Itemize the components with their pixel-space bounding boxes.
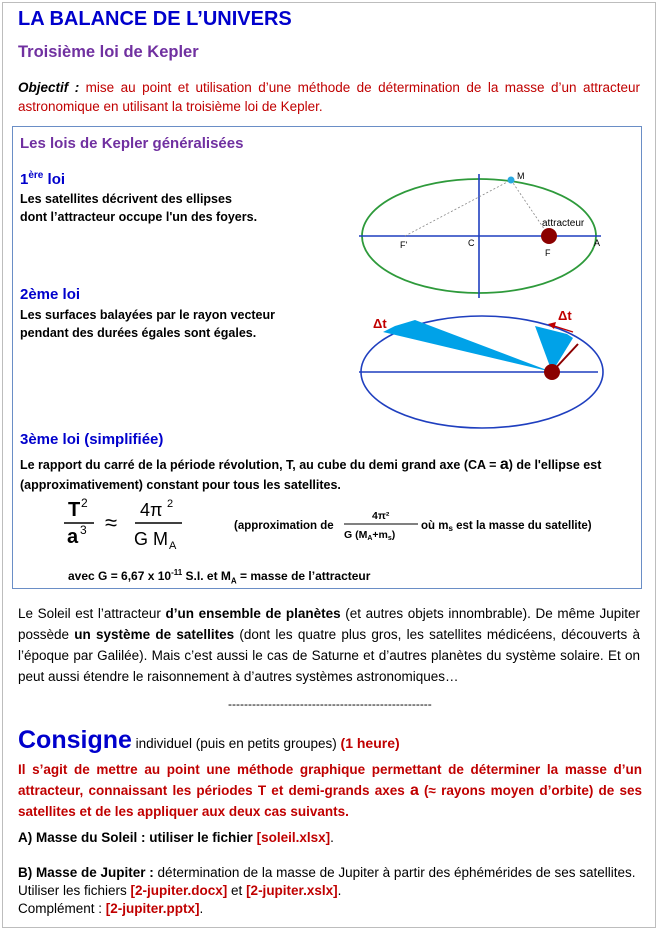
formula-4pi: 4π: [140, 500, 163, 520]
formula-gm: G M: [134, 529, 168, 549]
task-a: Il s’agit de mettre au point une méthode graphique permettant de déterminer la masse d’un attracteur, connaissant les périodes T et demi-grands axes: [18, 762, 642, 798]
formula-a-exp: 3: [80, 523, 87, 537]
approx-suffix: [421, 520, 592, 533]
law1-superscript: ère: [28, 170, 44, 181]
item-b-dot2: .: [199, 901, 204, 916]
label-attracteur: attracteur: [542, 218, 585, 229]
delta-t-right: Δt: [558, 308, 572, 323]
objectif-paragraph: [18, 78, 640, 116]
page-title: LA BALANCE DE L’UNIVERS: [18, 8, 292, 30]
item-b-complement: Complément :: [18, 901, 106, 916]
approx-suffix-a: où m: [421, 520, 449, 532]
law2-title: 2ème loi: [20, 286, 81, 303]
law1-word: loi: [43, 171, 66, 188]
para-p3: (dont les quatre plus gros, les satellites médicéens, découverts à l’époque par Galilée). Mais c’est aussi le cas de Saturne et d’autres planètes du système solaire. Et on peut aussi étendre le raisonnement à d’autres systèmes astronomiques…: [18, 627, 641, 684]
item-b-file2-link[interactable]: [2-jupiter.xslx]: [246, 883, 338, 898]
objectif-label: Objectif :: [18, 80, 80, 95]
attractor-body-2: [544, 364, 560, 380]
approx-den-rest-sub: s: [387, 535, 392, 542]
law1-title: [20, 170, 65, 188]
kepler-box-title: Les lois de Kepler généralisées: [20, 135, 244, 152]
gconst-exp: -11: [171, 568, 183, 577]
gconst-c: = masse de l’attracteur: [236, 569, 371, 583]
approx-den-sub: A: [367, 535, 373, 542]
formula-t: T: [68, 499, 81, 521]
approx-den: [344, 529, 395, 542]
approx-den-close: ): [391, 529, 396, 541]
law3-var-a: a: [499, 456, 509, 473]
label-a: A: [594, 238, 601, 248]
para-p1: Le Soleil est l’attracteur: [18, 606, 166, 621]
law1-line1: Les satellites décrivent des ellipses: [20, 192, 232, 206]
label-fprime: F': [400, 240, 408, 250]
gconst-b: S.I. et M: [182, 569, 231, 583]
approx-num: 4π²: [372, 510, 390, 522]
item-a: [18, 830, 334, 845]
objectif-text: mise au point et utilisation d’une méthode de détermination de la masse d’un attracteur astronomique en utilisant la troisième loi de Kepler.: [18, 80, 640, 114]
law3-text: [20, 455, 640, 495]
item-b-file3-link[interactable]: [2-jupiter.pptx]: [105, 901, 200, 916]
attractor-body: [541, 228, 557, 244]
law1-number: 1: [20, 171, 29, 188]
label-f: F: [545, 248, 551, 258]
consigne-duration: (1 heure): [340, 735, 400, 751]
ellipse-diagram-law1: [355, 168, 615, 300]
item-b-text: détermination de la masse de Jupiter à partir des éphémérides de ses satellites.: [153, 865, 636, 880]
law3-text-a: Le rapport du carré de la période révolution, T, au cube du demi grand axe (CA =: [20, 458, 500, 472]
formula-gm-sub: A: [169, 540, 177, 552]
para-b2: un système de satellites: [74, 627, 235, 642]
gconst-a: avec G = 6,67 x 10: [68, 569, 172, 583]
context-paragraph: [18, 603, 640, 687]
formula-t-exp: 2: [81, 496, 88, 510]
item-b-dot: .: [337, 883, 342, 898]
approx-den-g: G (M: [344, 529, 368, 541]
ellipse-diagram-law2: [355, 306, 615, 436]
label-m: M: [517, 171, 525, 181]
approx-prefix: (approximation de: [234, 520, 334, 532]
item-a-file-link[interactable]: [soleil.xlsx]: [256, 830, 331, 845]
item-b-and: et: [227, 883, 247, 898]
item-b-label: B) Masse de Jupiter :: [18, 865, 154, 880]
law3-text-b: ) de l'ellipse est (approximativement) constant pour tous les satellites.: [20, 458, 602, 492]
approx-suffix-b: est la masse du satellite): [452, 520, 592, 532]
approximation-note: [234, 505, 634, 545]
para-b1: d’un ensemble de planètes: [165, 606, 341, 621]
task-description: [18, 759, 642, 822]
approx-suffix-sub: s: [448, 524, 453, 533]
approx-den-rest: +m: [372, 529, 388, 541]
formula-a: a: [67, 526, 79, 548]
g-constant-line: [68, 568, 370, 585]
item-a-label: A) Masse du Soleil : utiliser le fichier: [18, 830, 257, 845]
item-a-end: .: [330, 830, 334, 845]
satellite-point: [508, 177, 515, 184]
formula-4pi-exp: 2: [167, 498, 174, 510]
item-b-file1-link[interactable]: [2-jupiter.docx]: [130, 883, 228, 898]
consigne-mode: individuel (puis en petits groupes): [131, 736, 341, 751]
delta-t-left: Δt: [373, 316, 387, 331]
item-b-line2: Utiliser les fichiers: [18, 883, 131, 898]
radius-fprime-m: [405, 180, 511, 236]
separator-line: ---------------------------------------------------: [228, 697, 432, 711]
task-var: a: [409, 782, 419, 799]
law1-text: [20, 190, 257, 226]
kepler-formula: [50, 496, 200, 556]
item-b: [18, 864, 642, 918]
law1-line2: dont l’attracteur occupe l'un des foyers.: [20, 210, 258, 224]
task-b: (≈ rayons moyen d’orbite) de ses satellites et de les appliquer aux deux cas suivants.: [18, 783, 642, 819]
law2-text: [20, 306, 275, 342]
law3-title: 3ème loi (simplifiée): [20, 431, 164, 448]
para-p2: (et autres objets innombrable). De même Jupiter possède: [18, 606, 640, 642]
swept-area-left: [383, 320, 552, 372]
gconst-sub: A: [230, 576, 237, 586]
law2-line2: pendant des durées égales sont égales.: [20, 326, 257, 340]
law2-line1: Les surfaces balayées par le rayon vecteur: [20, 308, 276, 322]
page-subtitle: Troisième loi de Kepler: [18, 43, 199, 61]
consigne-title: Consigne: [18, 726, 132, 754]
consigne-heading: [18, 726, 400, 755]
formula-approx: ≈: [105, 510, 118, 535]
label-c: C: [468, 238, 475, 248]
